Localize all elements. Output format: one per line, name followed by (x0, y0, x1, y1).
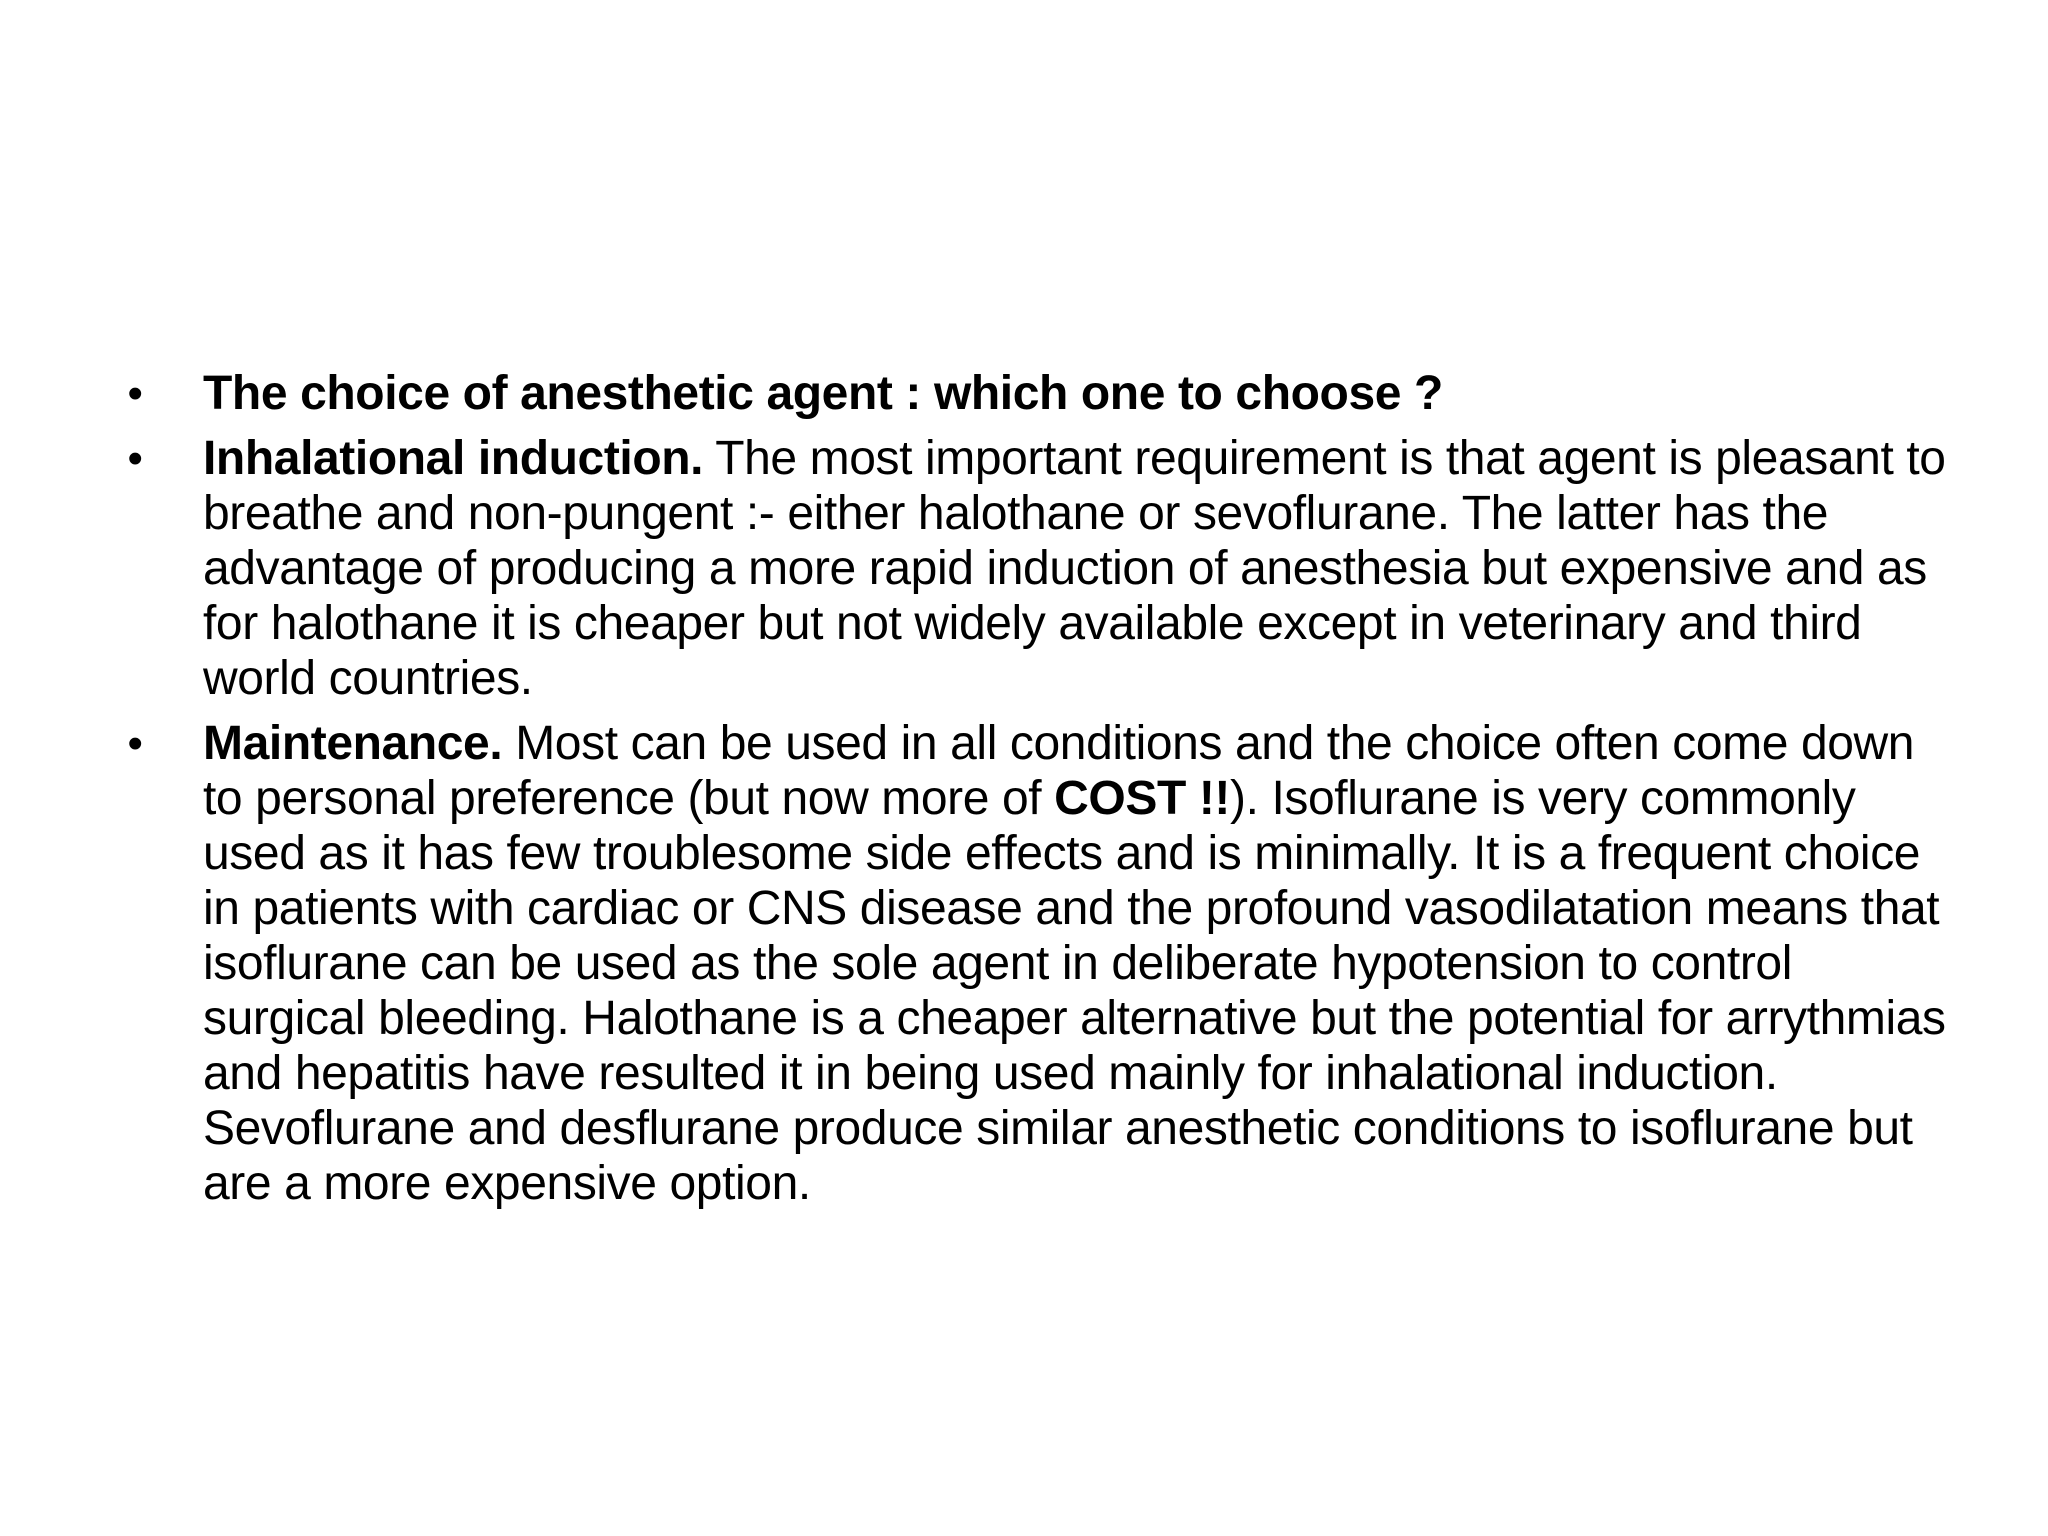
bullet-body: The most important requirement is that agent is pleasant to breathe and non-pungent :- either halothane or sevoflurane. The latter has the advantage of producing a more rapid induction of anesthesia but expensive and as for halothane it is cheaper but not widely available except in veterinary and third world countries. (203, 432, 1946, 705)
bullet-text (203, 431, 1960, 706)
bullet-body-part1: Most can be used in all conditions and the choice often come down to personal preference (but now more of (203, 717, 1915, 825)
bullet-heading: Inhalational induction. (203, 432, 704, 485)
bullet-item-maintenance (120, 716, 1960, 1211)
bullet-point-icon: • (127, 434, 143, 483)
bullet-item-inhalational-induction (120, 431, 1960, 706)
cost-emphasis: COST !! (1054, 772, 1230, 825)
bullet-point-icon: • (127, 719, 143, 768)
bullet-body-part2: ). Isoflurane is very commonly used as it has few troublesome side effects and is minimally. It is a frequent choice in patients with cardiac or CNS disease and the profound vasodilatation means that isoflurane can be used as the sole agent in deliberate hypotension to control surgical bleeding. Halothane is a cheaper alternative but the potential for arrythmias and hepatitis have resulted it in being used mainly for inhalational induction. Sevoflurane and desflurane produce similar anesthetic conditions to isoflurane but are a more expensive option. (203, 772, 1946, 1210)
bullet-heading: The choice of anesthetic agent : which one to choose ? (203, 367, 1443, 420)
bullet-heading: Maintenance. (203, 717, 503, 770)
bullet-list (120, 366, 1960, 1221)
bullet-text (203, 366, 1960, 421)
bullet-point-icon: • (127, 369, 143, 418)
bullet-item-agent-choice (120, 366, 1960, 421)
bullet-text (203, 716, 1960, 1211)
